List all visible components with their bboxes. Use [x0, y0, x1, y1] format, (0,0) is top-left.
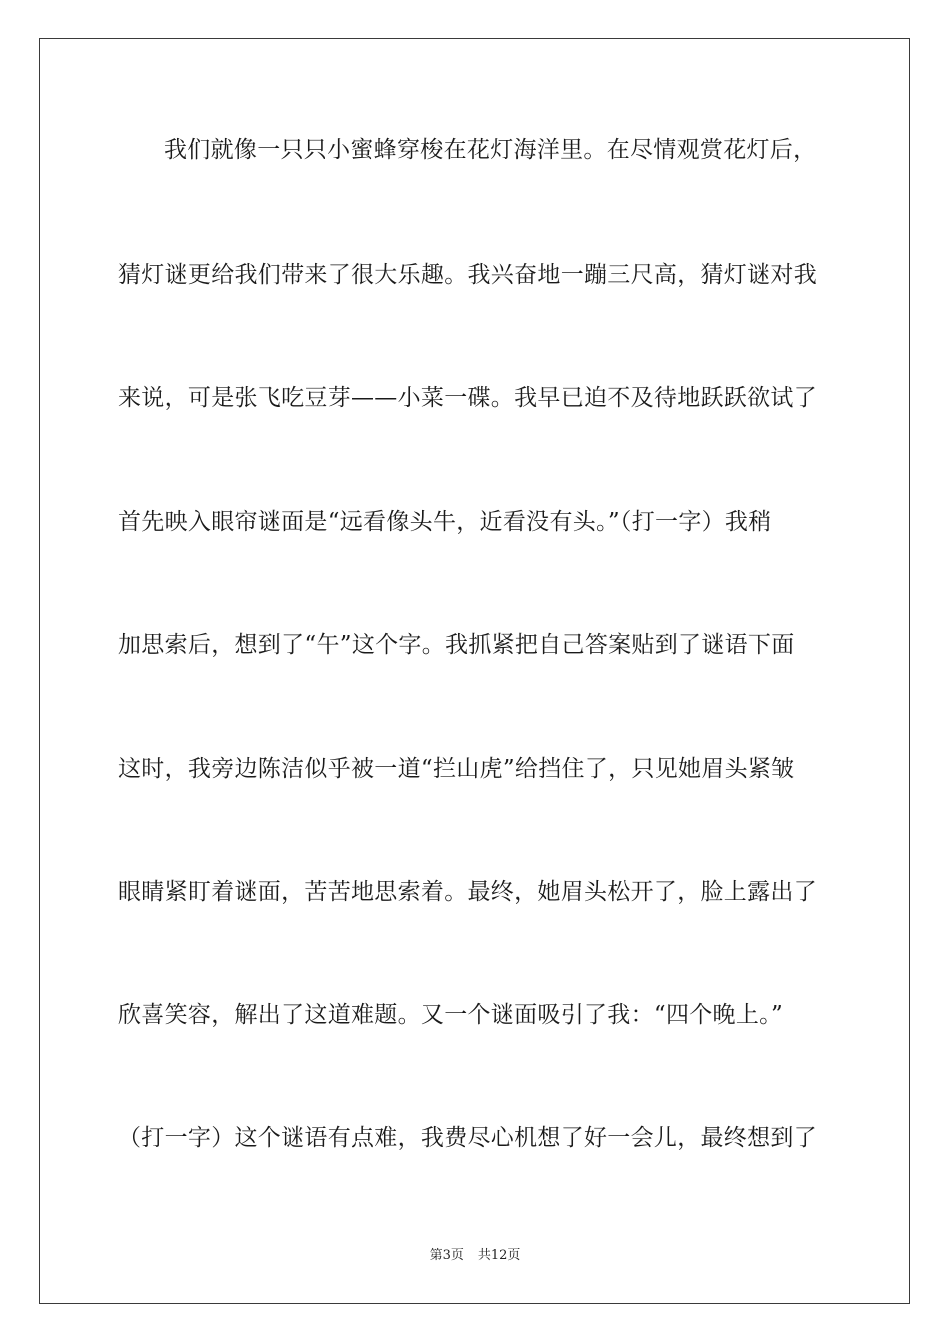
paragraph-line: 这时，我旁边陈洁似乎被一道“拦山虎”给挡住了，只见她眉头紧皱 — [118, 756, 795, 782]
page-number: 第3页 — [429, 1248, 464, 1263]
paragraph-line: （打一字）这个谜语有点难，我费尽心机想了好一会儿，最终想到了 — [118, 1125, 817, 1151]
paragraph-line: 首先映入眼帘谜面是“远看像头牛，近看没有头。”（打一字）我稍 — [118, 509, 772, 535]
page-footer — [0, 1248, 950, 1264]
paragraph-line: 欣喜笑容，解出了这道难题。又一个谜面吸引了我：“四个晚上。” — [118, 1002, 784, 1028]
paragraph-line: 猜灯谜更给我们带来了很大乐趣。我兴奋地一蹦三尺高，猜灯谜对我 — [118, 262, 817, 288]
page-border — [39, 38, 910, 1304]
paragraph-line: 我们就像一只只小蜜蜂穿梭在花灯海洋里。在尽情观赏花灯后， — [164, 137, 817, 163]
paragraph-line: 眼睛紧盯着谜面，苦苦地思索着。最终，她眉头松开了，脸上露出了 — [118, 879, 817, 905]
paragraph-line: 加思索后，想到了“午”这个字。我抓紧把自己答案贴到了谜语下面 — [118, 632, 795, 658]
paragraph-line: 来说，可是张飞吃豆芽——小菜一碟。我早已迫不及待地跃跃欲试了 — [118, 385, 817, 411]
total-pages: 共12页 — [477, 1248, 521, 1263]
